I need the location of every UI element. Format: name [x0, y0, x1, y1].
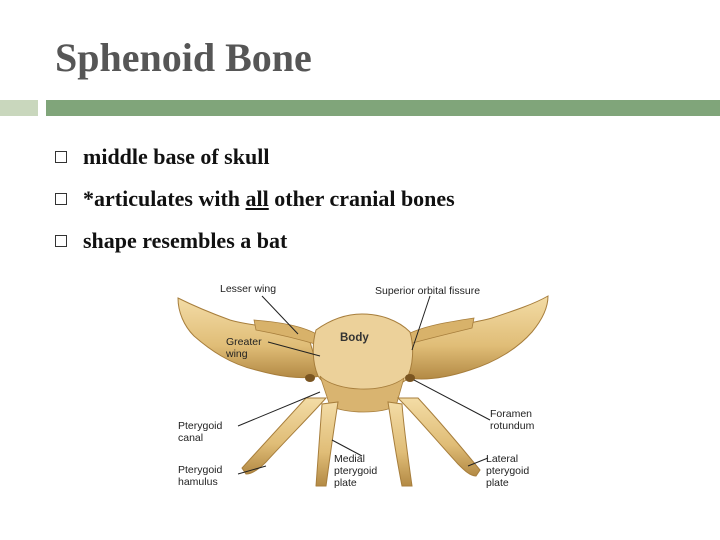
slide-title: Sphenoid Bone: [55, 35, 312, 80]
label-greater-wing: Greater wing: [226, 336, 262, 360]
bullet-text-emphasis: all: [245, 186, 269, 211]
bullet-text: shape resembles a bat: [83, 228, 288, 253]
bullet-text-prefix: *articulates with: [83, 186, 246, 211]
foramen-rotundum-right: [405, 374, 415, 382]
left-lateral-pterygoid-plate: [242, 398, 326, 474]
bullet-item: [55, 178, 455, 220]
label-medial-pterygoid-plate: Medial pterygoid plate: [334, 453, 378, 489]
bullet-text: middle base of skull: [83, 144, 270, 169]
bullet-item: [55, 136, 455, 178]
title-rule: [46, 100, 720, 116]
right-lateral-pterygoid-plate: [398, 398, 480, 476]
label-pterygoid-hamulus: Pterygoid hamulus: [178, 464, 223, 488]
label-lesser-wing: Lesser wing: [220, 283, 277, 295]
bullet-text: [83, 186, 455, 212]
label-lateral-pterygoid-plate: Lateral pterygoid plate: [486, 453, 530, 489]
square-bullet-icon: [55, 151, 67, 163]
right-medial-pterygoid-plate: [388, 402, 412, 486]
label-body: Body: [340, 332, 369, 344]
bullet-list: [55, 136, 455, 262]
foramen-rotundum-left: [305, 374, 315, 382]
label-superior-orbital-fissure: Superior orbital fissure: [375, 285, 481, 297]
bullet-text-suffix: other cranial bones: [268, 186, 455, 211]
label-foramen-rotundum: Foramen rotundum: [490, 408, 535, 432]
square-bullet-icon: [55, 235, 67, 247]
square-bullet-icon: [55, 193, 67, 205]
sphenoid-diagram: [170, 280, 560, 495]
title-rule-accent: [0, 100, 38, 116]
label-pterygoid-canal: Pterygoid canal: [178, 420, 223, 444]
bullet-item: [55, 220, 455, 262]
